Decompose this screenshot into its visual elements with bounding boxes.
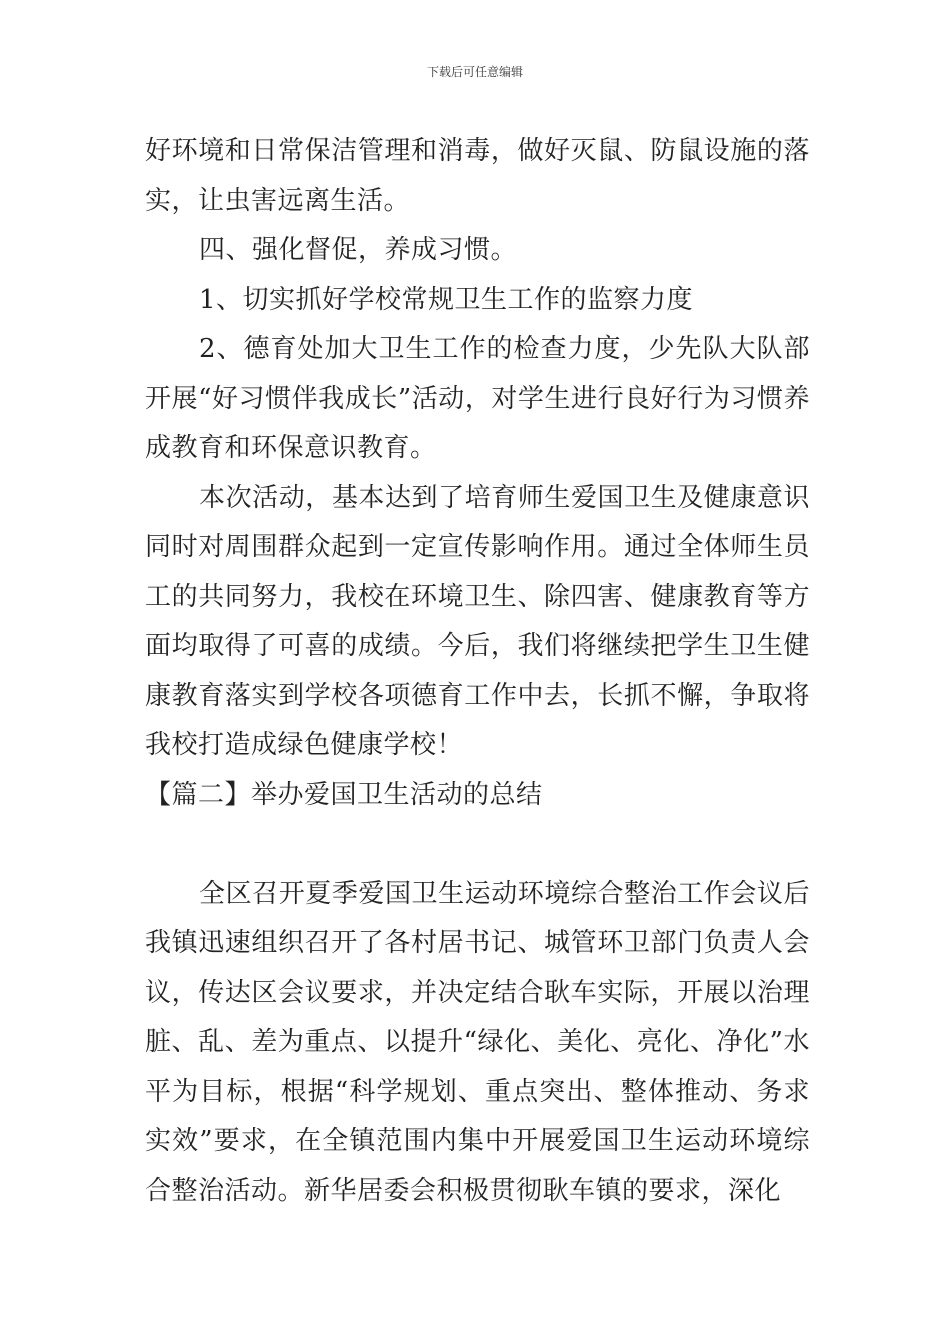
page-header: 下载后可任意编辑 [426, 65, 523, 79]
part-two-paragraph: 全区召开夏季爱国卫生运动环境综合整治工作会议后我镇迅速组织召开了各村居书记、城管环卫部门负责人会议，传达区会议要求，并决定结合耿车实际，开展以治理脏、乱、差为重点、以提升“绿化、美化、亮化、净化”水平为目标，根据“科学规划、重点突出、整体推动、务求实效”要求，在全镇范围内集中开展爱国卫生运动环境综合整治活动。新华居委会积极贯彻耿车镇的要求，深化 [145, 878, 810, 1206]
blank-line [145, 820, 810, 870]
section-heading-four: 四、强化督促，养成习惯。 [199, 235, 518, 265]
list-item-1: 1、切实抓好学校常规卫生工作的监察力度 [199, 284, 694, 315]
conclusion-paragraph: 本次活动，基本达到了培育师生爱国卫生及健康意识同时对周围群众起到一定宣传影响作用。通过全体师生员工的共同努力，我校在环境卫生、除四害、健康教育等方面均取得了可喜的成绩。今后，我们将继续把学生卫生健康教育落实到学校各项德育工作中去，长抓不懈，争取将我校打造成绿色健康学校！ [145, 482, 810, 760]
paragraph-continuation: 好环境和日常保洁管理和消毒，做好灭鼠、防鼠设施的落实，让虫害远离生活。 [145, 136, 810, 216]
section-title-part-two: 【篇二】举办爱国卫生活动的总结 [145, 779, 543, 810]
document-body [145, 127, 810, 1216]
list-item-2: 2、德育处加大卫生工作的检查力度，少先队大队部开展“好习惯伴我成长”活动，对学生进行良好行为习惯养成教育和环保意识教育。 [145, 334, 810, 463]
